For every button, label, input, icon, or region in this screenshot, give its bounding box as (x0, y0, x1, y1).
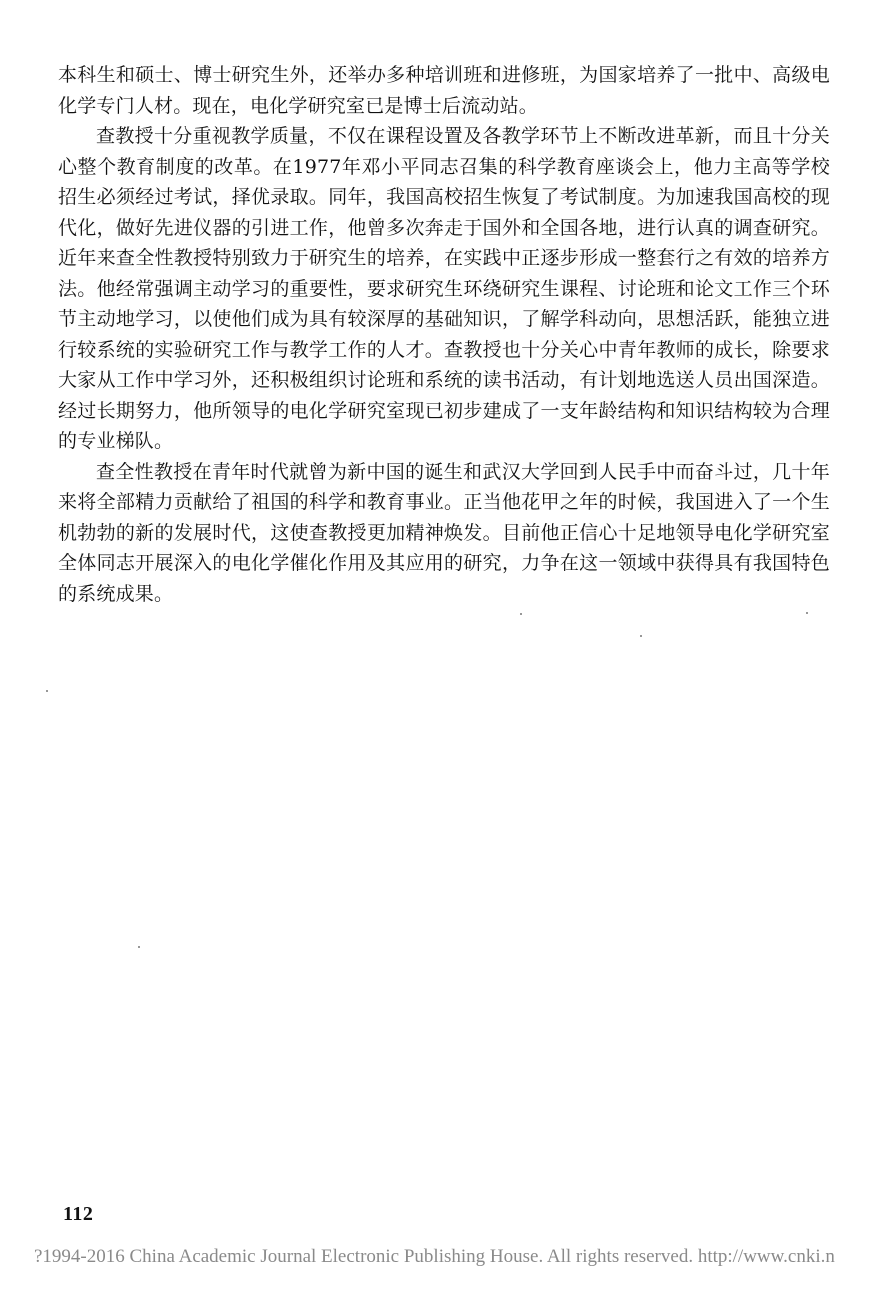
page-number: 112 (63, 1203, 94, 1225)
scan-speck (520, 613, 522, 615)
scan-speck (806, 612, 808, 614)
copyright-footer: ?1994-2016 China Academic Journal Electronic Publishing House. All rights reserved. http://www.cnki.n (34, 1246, 835, 1267)
body-text (58, 60, 830, 609)
scan-speck (46, 690, 48, 692)
paragraph-career-summary: 查全性教授在青年时代就曾为新中国的诞生和武汉大学回到人民手中而奋斗过，几十年来将全部精力贡献给了祖国的科学和教育事业。正当他花甲之年的时候，我国进入了一个生机勃勃的新的发展时代，这使查教授更加精神焕发。目前他正信心十足地领导电化学研究室全体同志开展深入的电化学催化作用及其应用的研究，力争在这一领域中获得具有我国特色的系统成果。 (58, 460, 830, 605)
scan-speck (640, 635, 642, 637)
paragraph-continuation: 本科生和硕士、博士研究生外，还举办多种培训班和进修班，为国家培养了一批中、高级电化学专门人材。现在，电化学研究室已是博士后流动站。 (58, 64, 830, 117)
paragraph-teaching-quality: 查教授十分重视教学质量，不仅在课程设置及各教学环节上不断改进革新，而且十分关心整个教育制度的改革。在1977年邓小平同志召集的科学教育座谈会上，他力主高等学校招生必须经过考试，择优录取。同年，我国高校招生恢复了考试制度。为加速我国高校的现代化，做好先进仪器的引进工作，他曾多次奔走于国外和全国各地，进行认真的调查研究。近年来查全性教授特别致力于研究生的培养，在实践中正逐步形成一整套行之有效的培养方法。他经常强调主动学习的重要性，要求研究生环绕研究生课程、讨论班和论文工作三个环节主动地学习，以使他们成为具有较深厚的基础知识，了解学科动向，思想活跃，能独立进行较系统的实验研究工作与教学工作的人才。查教授也十分关心中青年教师的成长，除要求大家从工作中学习外，还积极组织讨论班和系统的读书活动，有计划地选送人员出国深造。经过长期努力，他所领导的电化学研究室现已初步建成了一支年龄结构和知识结构较为合理的专业梯队。 (58, 125, 830, 452)
scan-speck (138, 946, 140, 948)
